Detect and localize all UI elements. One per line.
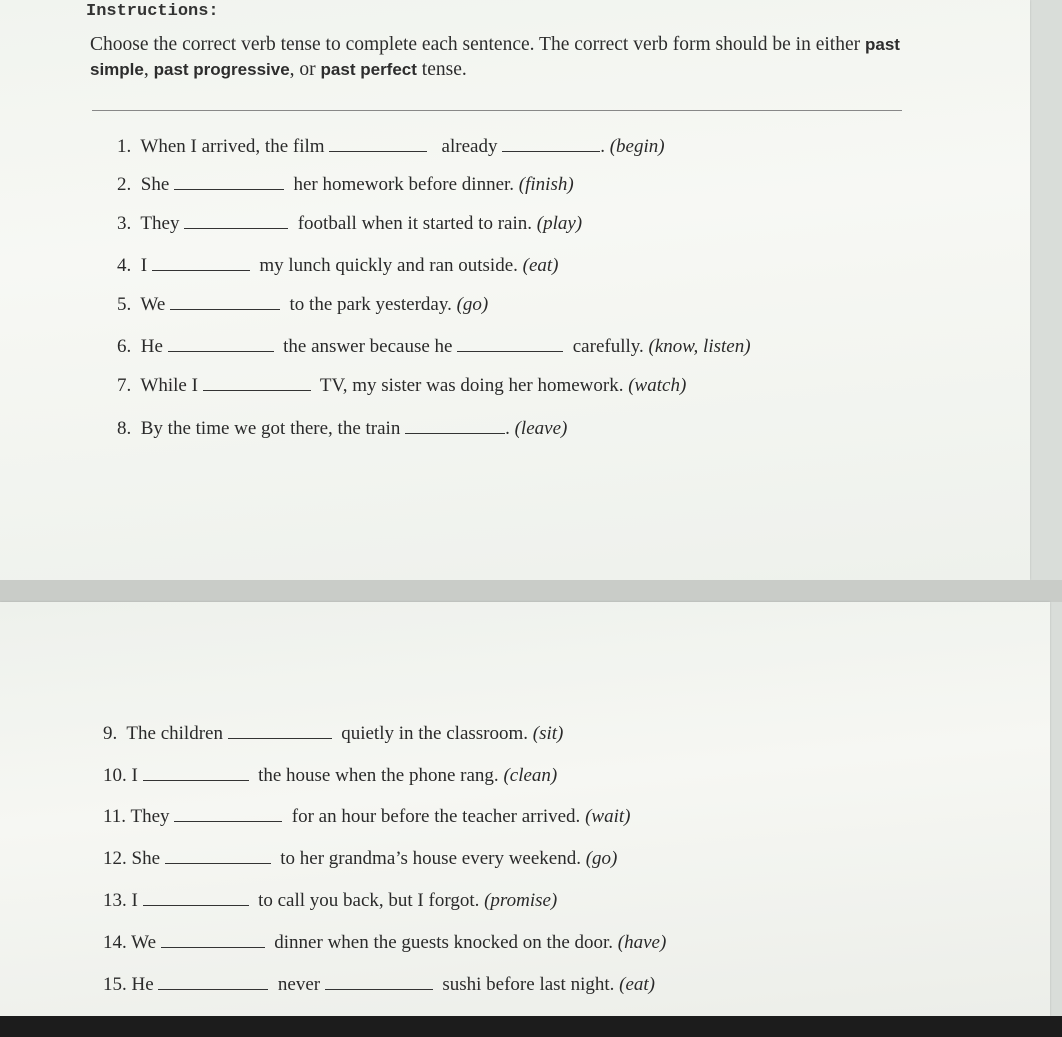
answer-blank[interactable]: [325, 988, 433, 990]
verb-hint: (promise): [484, 890, 558, 911]
question-text: .: [600, 136, 605, 157]
answer-blank[interactable]: [203, 389, 311, 391]
verb-hint: (wait): [585, 806, 631, 827]
question-number: 7.: [117, 375, 132, 396]
question-text: They: [130, 806, 170, 827]
verb-hint: (begin): [609, 136, 665, 157]
question-14: [103, 932, 666, 954]
question-text: never: [277, 974, 321, 995]
answer-blank[interactable]: [174, 820, 282, 822]
answer-blank[interactable]: [170, 308, 280, 310]
question-text: I: [131, 765, 138, 786]
question-number: 2.: [117, 174, 132, 195]
verb-hint: (leave): [514, 418, 568, 439]
answer-blank[interactable]: [174, 188, 284, 190]
tense-past-perfect: past perfect: [320, 60, 417, 79]
question-text: She: [131, 848, 160, 869]
answer-blank[interactable]: [184, 227, 288, 229]
question-text: to her grandma’s house every weekend.: [280, 848, 581, 869]
question-text: We: [140, 294, 166, 315]
answer-blank[interactable]: [329, 150, 427, 152]
instructions-pre: Choose the correct verb tense to complete each sentence. The correct verb form should be in either: [90, 34, 865, 55]
bottom-edge: [0, 1016, 1062, 1037]
tense-past-simple: past simple: [90, 35, 900, 79]
question-text: to call you back, but I forgot.: [258, 890, 480, 911]
question-text: dinner when the guests knocked on the door.: [274, 932, 614, 953]
question-text: The children: [126, 723, 223, 744]
question-text: the answer because he: [283, 336, 453, 357]
question-number: 6.: [117, 336, 132, 357]
instructions-post: tense.: [416, 59, 467, 80]
question-text: They: [140, 213, 180, 234]
question-number: 10.: [103, 765, 127, 786]
verb-hint: (watch): [628, 375, 687, 396]
question-number: 13.: [103, 890, 127, 911]
verb-hint: (eat): [522, 255, 559, 276]
verb-hint: (finish): [518, 174, 574, 195]
question-text: for an hour before the teacher arrived.: [291, 806, 581, 827]
answer-blank[interactable]: [143, 779, 249, 781]
question-text: He: [140, 336, 163, 357]
question-text: quietly in the classroom.: [341, 723, 529, 744]
verb-hint: (play): [536, 213, 583, 234]
question-text: .: [505, 418, 510, 439]
question-8: [117, 418, 567, 440]
question-text: my lunch quickly and ran outside.: [259, 255, 518, 276]
verb-hint: (clean): [503, 765, 558, 786]
question-text: By the time we got there, the train: [140, 418, 401, 439]
verb-hint: (know, listen): [648, 336, 751, 357]
question-1: [117, 136, 665, 158]
verb-hint: (go): [456, 294, 489, 315]
verb-hint: (have): [617, 932, 667, 953]
page-gap: [0, 580, 1062, 602]
answer-blank[interactable]: [158, 988, 268, 990]
question-number: 3.: [117, 213, 132, 234]
instructions-sep2: , or: [289, 59, 321, 80]
answer-blank[interactable]: [405, 432, 505, 434]
answer-blank[interactable]: [168, 350, 274, 352]
instructions-heading: Instructions:: [86, 2, 219, 21]
question-15: [103, 974, 655, 996]
answer-blank[interactable]: [165, 862, 271, 864]
question-number: 5.: [117, 294, 132, 315]
question-text: She: [140, 174, 170, 195]
answer-blank[interactable]: [228, 737, 332, 739]
question-text: I: [140, 255, 148, 276]
question-text: the house when the phone rang.: [258, 765, 499, 786]
question-4: [117, 255, 559, 277]
answer-blank[interactable]: [152, 269, 250, 271]
question-text: her homework before dinner.: [293, 174, 515, 195]
instructions-sep1: ,: [143, 59, 154, 80]
question-3: [117, 213, 582, 235]
question-11: [103, 806, 630, 828]
answer-blank[interactable]: [502, 150, 600, 152]
question-text: already: [441, 136, 498, 157]
instructions-text: [90, 32, 910, 82]
question-7: [117, 375, 686, 397]
question-number: 9.: [103, 723, 118, 744]
question-text: When I arrived, the film: [140, 136, 325, 157]
answer-blank[interactable]: [143, 904, 249, 906]
answer-blank[interactable]: [457, 350, 563, 352]
divider: [92, 110, 902, 111]
answer-blank[interactable]: [161, 946, 265, 948]
question-number: 1.: [117, 136, 132, 157]
question-number: 12.: [103, 848, 127, 869]
question-text: I: [131, 890, 138, 911]
question-2: [117, 174, 574, 196]
question-number: 15.: [103, 974, 127, 995]
question-9: [103, 723, 563, 745]
question-number: 11.: [103, 806, 127, 827]
question-5: [117, 294, 488, 316]
tense-past-progressive: past progressive: [153, 60, 290, 79]
verb-hint: (eat): [619, 974, 656, 995]
question-number: 8.: [117, 418, 132, 439]
question-text: TV, my sister was doing her homework.: [319, 375, 624, 396]
question-text: carefully.: [572, 336, 644, 357]
question-number: 4.: [117, 255, 132, 276]
question-text: football when it started to rain.: [297, 213, 532, 234]
question-text: to the park yesterday.: [289, 294, 452, 315]
question-13: [103, 890, 557, 912]
question-10: [103, 765, 557, 787]
question-number: 14.: [103, 932, 127, 953]
question-text: sushi before last night.: [442, 974, 615, 995]
verb-hint: (sit): [532, 723, 564, 744]
question-text: He: [131, 974, 154, 995]
question-6: [117, 336, 751, 358]
question-text: While I: [140, 375, 198, 396]
verb-hint: (go): [585, 848, 618, 869]
question-12: [103, 848, 617, 870]
question-text: We: [131, 932, 157, 953]
